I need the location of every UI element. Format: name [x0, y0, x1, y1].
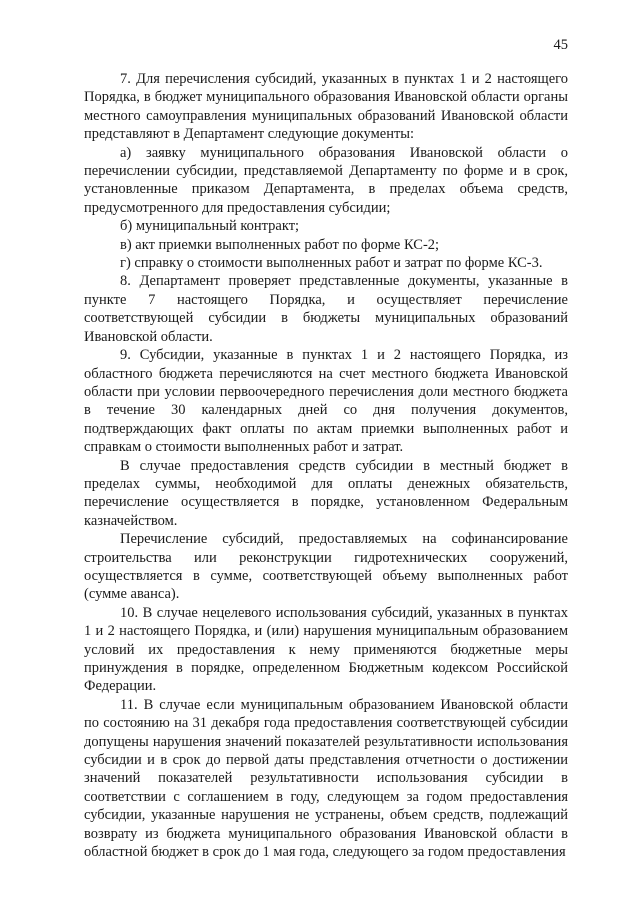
paragraph-7a: а) заявку муниципального образования Ивановской области о перечислении субсидии, представляемой Департаменту по форме и в срок, установленные приказом Департамента, в пределах объема средств, предусмотренного для предоставления субсидии; [84, 144, 568, 216]
document-body [84, 70, 568, 861]
paragraph-9-cofinancing: Перечисление субсидий, предоставляемых на софинансирование строительства или реконструкции гидротехнических сооружений, осуществляется в сумме, соответствующей объему выполненных работ (сумме аванса). [84, 531, 568, 603]
paragraph-7g: г) справку о стоимости выполненных работ и затрат по форме КС-3. [120, 255, 543, 272]
paragraph-9-advance: В случае предоставления средств субсидии в местный бюджет в пределах суммы, необходимой для оплаты денежных обязательств, перечисление осуществляется в порядке, установленном Федеральным казначейством. [84, 457, 568, 529]
page-number: 45 [553, 37, 568, 53]
paragraph-9: 9. Субсидии, указанные в пунктах 1 и 2 настоящего Порядка, из областного бюджета перечисляются на счет местного бюджета Ивановской области при условии первоочередного перечисления доли местного бюджета в течение 30 календарных дней со дня получения документов, подтверждающих факт оплаты по актам приемки выполненных работ и справкам о стоимости выполненных работ и затрат. [84, 347, 568, 456]
paragraph-7b: б) муниципальный контракт; [120, 218, 300, 235]
paragraph-7v: в) акт приемки выполненных работ по форме КС-2; [120, 236, 440, 253]
paragraph-7: 7. Для перечисления субсидий, указанных в пунктах 1 и 2 настоящего Порядка, в бюджет муниципального образования Ивановской области органы местного самоуправления муниципальных образований Ивановской области представляют в Департамент следующие документы: [84, 71, 568, 143]
paragraph-8: 8. Департамент проверяет представленные документы, указанные в пункте 7 настоящего Порядка, и осуществляет перечисление соответствующей субсидии в бюджеты муниципальных образований Ивановской области. [84, 273, 568, 345]
paragraph-10: 10. В случае нецелевого использования субсидий, указанных в пунктах 1 и 2 настоящего Порядка, и (или) нарушения муниципальным образованием условий их предоставления к нему применяются бюджетные меры принуждения в порядке, определенном Бюджетным кодексом Российской Федерации. [84, 604, 568, 695]
paragraph-11: 11. В случае если муниципальным образованием Ивановской области по состоянию на 31 декабря года предоставления соответствующей субсидии допущены нарушения значений показателей результативности использования субсидии и в срок до первой даты представления отчетности о достижении значений показателей результативности использования субсидии в соответствии с соглашением в году, следующем за годом предоставления субсидии, указанные нарушения не устранены, объем средств, подлежащий возврату из бюджета муниципального образования Ивановской области в областной бюджет в срок до 1 мая года, следующего за годом предоставления [84, 696, 568, 861]
